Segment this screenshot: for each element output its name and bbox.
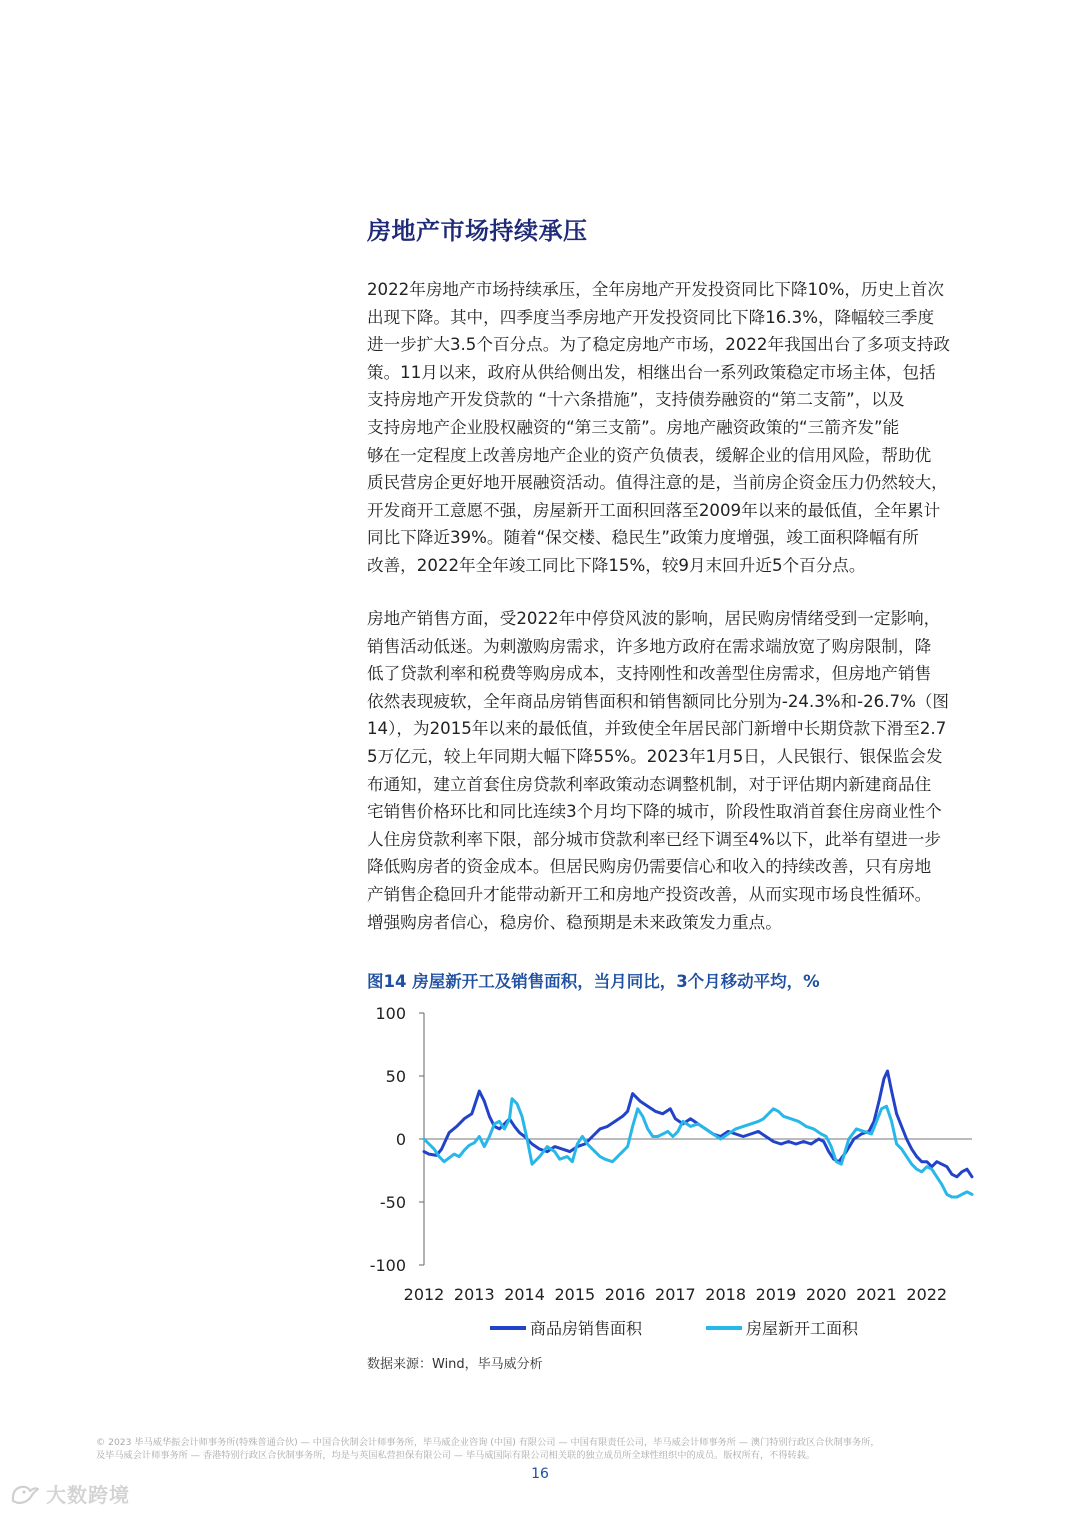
footer-copyright	[96, 1436, 986, 1462]
text-line: 质民营房企更好地开展融资活动。值得注意的是，当前房企资金压力仍然较大，	[367, 473, 948, 493]
page-number: 16	[531, 1466, 549, 1482]
text-line: 出现下降。其中，四季度当季房地产开发投资同比下降16.3%，降幅较三季度	[367, 307, 935, 327]
legend-label: 房屋新开工面积	[746, 1319, 859, 1338]
footer-line-1: © 2023 毕马威华振会计师事务所(特殊普通合伙) — 中国合伙制会计师事务所，毕马威企业咨询 (中国) 有限公司 — 中国有限责任公司，毕马威会计师事务所 — 澳门特别行政区合伙制事务所，	[96, 1437, 880, 1448]
text-line: 开发商开工意愿不强，房屋新开工面积回落至2009年以来的最低值，全年累计	[367, 500, 941, 520]
y-tick-label: -50	[379, 1193, 406, 1212]
x-tick-label: 2017	[655, 1285, 696, 1304]
x-tick-label: 2014	[504, 1285, 545, 1304]
text-line: 14），为2015年以来的最低值，并致使全年居民部门新增中长期贷款下滑至2.7	[367, 719, 947, 739]
text-line: 降低购房者的资金成本。但居民购房仍需要信心和收入的持续改善，只有房地	[367, 857, 932, 877]
y-tick-label: -100	[369, 1256, 406, 1275]
series-line-2	[424, 1099, 972, 1197]
text-line: 布通知，建立首套住房贷款利率政策动态调整机制，对于评估期内新建商品住	[367, 774, 932, 794]
text-line: 低了贷款利率和税费等购房成本，支持刚性和改善型住房需求，但房地产销售	[367, 664, 932, 684]
x-tick-label: 2016	[604, 1285, 646, 1304]
y-tick-label: 100	[375, 1004, 406, 1023]
text-line: 5万亿元，较上年同期大幅下降55%。2023年1月5日，人民银行、银保监会发	[367, 746, 943, 766]
x-tick-label: 2013	[453, 1285, 495, 1304]
text-line: 支持房地产企业股权融资的“第三支箭”。房地产融资政策的“三箭齐发”能	[367, 417, 900, 437]
y-tick-label: 0	[395, 1130, 406, 1149]
text-line: 2022年房地产市场持续承压，全年房地产开发投资同比下降10%，历史上首次	[367, 280, 944, 299]
text-line: 策。11月以来，政府从供给侧出发，相继出台一系列政策稳定市场主体，包括	[367, 362, 936, 382]
line-chart	[360, 996, 1000, 1346]
x-tick-label: 2019	[755, 1285, 797, 1304]
text-line: 同比下降近39%。随着“保交楼、稳民生”政策力度增强，竣工面积降幅有所	[367, 528, 919, 548]
text-line: 改善，2022年全年竣工同比下降15%，较9月末回升近5个百分点。	[367, 555, 866, 575]
x-tick-label: 2015	[554, 1285, 596, 1304]
text-line: 产销售企稳回升才能带动新开工和房地产投资改善，从而实现市场良性循环。	[367, 884, 932, 904]
bird-logo-icon	[10, 1481, 40, 1507]
paragraph-sales	[367, 605, 987, 936]
text-line: 依然表现疲软，全年商品房销售面积和销售额同比分别为-24.3%和-26.7%（图	[367, 691, 950, 711]
text-line: 增强购房者信心，稳房价、稳预期是未来政策发力重点。	[367, 912, 782, 932]
paragraph-construction	[367, 276, 987, 580]
x-tick-label: 2021	[856, 1285, 897, 1304]
legend-label: 商品房销售面积	[530, 1319, 643, 1338]
text-line: 宅销售价格环比和同比连续3个月均下降的城市，阶段性取消首套住房商业性个	[367, 802, 942, 822]
footer-line-2: 及毕马威会计师事务所 — 香港特别行政区合伙制事务所，均是与英国私营担保有限公司 — 毕马威国际有限公司相关联的独立成员所全球性组织中的成员。版权所有，不得转载。	[96, 1450, 816, 1461]
text-line: 房地产销售方面，受2022年中停贷风波的影响，居民购房情绪受到一定影响，	[367, 609, 941, 628]
text-line: 支持房地产开发贷款的 “十六条措施”，支持债券融资的“第二支箭”，以及	[367, 390, 905, 410]
x-tick-label: 2018	[705, 1285, 747, 1304]
text-line: 销售活动低迷。为刺激购房需求，许多地方政府在需求端放宽了购房限制，降	[367, 636, 932, 656]
section-heading: 房地产市场持续承压	[367, 217, 588, 245]
watermark-text: 大数跨境	[46, 1483, 130, 1507]
watermark	[10, 1479, 130, 1508]
text-line: 够在一定程度上改善房地产企业的资产负债表，缓解企业的信用风险，帮助优	[367, 445, 932, 465]
text-line: 进一步扩大3.5个百分点。为了稳定房地产市场，2022年我国出台了多项支持政	[367, 335, 951, 355]
y-tick-label: 50	[385, 1067, 406, 1086]
x-tick-label: 2020	[805, 1285, 847, 1304]
data-source: 数据来源：Wind，毕马威分析	[367, 1357, 543, 1372]
figure-title: 图14 房屋新开工及销售面积，当月同比，3个月移动平均，%	[367, 972, 820, 991]
x-tick-label: 2022	[906, 1285, 948, 1304]
text-line: 人住房贷款利率下限，部分城市贷款利率已经下调至4%以下，此举有望进一步	[367, 829, 941, 849]
x-tick-label: 2012	[403, 1285, 445, 1304]
